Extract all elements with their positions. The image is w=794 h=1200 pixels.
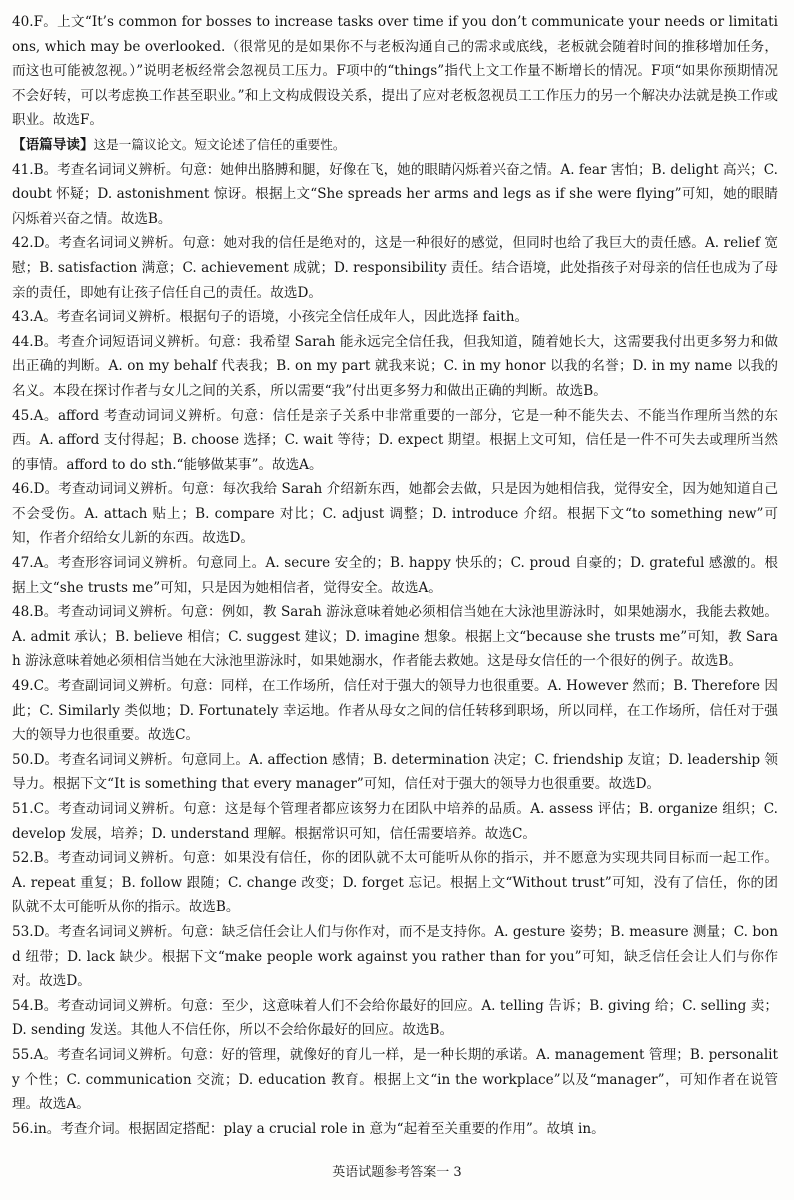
reading-guide: [12, 133, 778, 158]
answer-item-45: 45.A。afford 考查动词词义辨析。句意：信任是亲子关系中非常重要的一部分，它是一种不能失去、不能当作理所当然的东西。A. afford 支付得起；B. choose 选择；C. wait 等待；D. expect 期望。根据上文可知，信任是一件不可失去或理所当然的事情。afford to do sth.“能够做某事”。故选A。: [12, 407, 778, 473]
answer-item-43: 43.A。考查名词词义辨析。根据句子的语境，小孩完全信任成年人，因此选择 faith。: [12, 309, 529, 326]
answer-item-56: 56.in。考查介词。根据固定搭配：play a crucial role in 意为“起着至关重要的作用”。故填 in。: [12, 1120, 605, 1137]
answer-item-41: 41.B。考查名词词义辨析。句意：她伸出胳膊和腿，好像在飞，她的眼睛闪烁着兴奋之情。A. fear 害怕；B. delight 高兴；C. doubt 怀疑；D. astonishment 惊讶。根据上文“She spreads her arms and legs as if she were flying”可知，她的眼睛闪烁着兴奋之情。故选B。: [12, 161, 778, 227]
answer-item-46: 46.D。考查动词词义辨析。句意：每次我给 Sarah 介绍新东西，她都会去做，只是因为她相信我，觉得安全，因为她知道自己不会受伤。A. attach 贴上；B. compare 对比；C. adjust 调整；D. introduce 介绍。根据下文“to something new”可知，作者介绍给女儿新的东西。故选D。: [12, 481, 778, 547]
answer-item-53: 53.D。考查名词词义辨析。句意：缺乏信任会让人们与你作对，而不是支持你。A. gesture 姿势；B. measure 测量；C. bond 纽带；D. lack 缺少。根据下文“make people work against you rather than for you”可知，缺乏信任会让人们与你作对。故选D。: [12, 923, 778, 990]
answer-item-48: 48.B。考查动词词义辨析。句意：例如，教 Sarah 游泳意味着她必须相信当她在大泳池里游泳时，如果她溺水，我能去救她。A. admit 承认；B. believe 相信；C. suggest 建议；D. imagine 想象。根据上文“because she trusts me”可知，教 Sarah 游泳意味着她必须相信当她在大泳池里游泳时，如果她溺水，作者能去救她。这是母女信任的一个很好的例子。故选B。: [12, 604, 778, 670]
answer-item-47: 47.A。考查形容词词义辨析。句意同上。A. secure 安全的；B. happy 快乐的；C. proud 自豪的；D. grateful 感激的。根据上文“she trusts me”可知，只是因为她相信者，觉得安全。故选A。: [12, 555, 778, 596]
answer-item-55: 55.A。考查名词词义辨析。句意：好的管理，就像好的育儿一样，是一种长期的承诺。A. management 管理；B. personality 个性；C. communication 交流；D. education 教育。根据上文“in the workplace”以及“manager”，可知作者在说管理。故选A。: [12, 1046, 778, 1113]
answer-item-40: 40.F。上文“It’s common for bosses to increase tasks over time if you don’t communicate your needs or limitations, which may be overlooked.（很常见的是如果你不与老板沟通自己的需求或底线，老板就会随着时间的推移增加任务，而这也可能被忽视。）”说明老板经常会忽视员工压力。F项中的“things”指代上文工作量不断增长的情况。F项“如果你预期情况不会好转，可以考虑换工作甚至职业。”和上文构成假设关系，提出了应对老板忽视员工工作压力的另一个解决办法就是换工作或职业。故选F。: [12, 14, 778, 129]
answer-item-49: 49.C。考查副词词义辨析。句意：同样，在工作场所，信任对于强大的领导力也很重要。A. However 然而；B. Therefore 因此；C. Similarly 类似地；D. Fortunately 幸运地。作者从母女之间的信任转移到职场，所以同样，在工作场所，信任对于强大的领导力也很重要。故选C。: [12, 678, 778, 744]
answer-entries-top: [12, 10, 778, 133]
page-footer: 英语试题参考答案一 3: [332, 1165, 462, 1180]
reading-guide-text: 这是一篇议论文。短文论述了信任的重要性。: [93, 136, 346, 152]
answer-item-50: 50.D。考查名词词义辨析。句意同上。A. affection 感情；B. determination 决定；C. friendship 友谊；D. leadership 领导力。根据下文“It is something that every manager”可知，信任对于强大的领导力也很重要。故选D。: [12, 751, 778, 793]
answer-entries: [12, 158, 778, 1142]
answer-item-54: 54.B。考查动词词义辨析。句意：至少，这意味着人们不会给你最好的回应。A. telling 告诉；B. giving 给；C. selling 卖；D. sending 发送。其他人不信任你，所以不会给你最好的回应。故选B。: [12, 997, 778, 1039]
answer-item-44: 44.B。考查介词短语词义辨析。句意：我希望 Sarah 能永远完全信任我，但我知道，随着她长大，这需要我付出更多努力和做出正确的判断。A. on my behalf 代表我；B. on my part 就我来说；C. in my honor 以我的名誉；D. in my name 以我的名义。本段在探讨作者与女儿之间的关系，所以需要“我”付出更多努力和做出正确的判断。故选B。: [12, 333, 778, 399]
answer-item-52: 52.B。考查动词词义辨析。句意：如果没有信任，你的团队就不太可能听从你的指示，并不愿意为实现共同目标而一起工作。A. repeat 重复；B. follow 跟随；C. change 改变；D. forget 忘记。根据上文“Without trust”可知，没有了信任，你的团队就不太可能听从你的指示。故选B。: [12, 850, 778, 916]
answer-item-51: 51.C。考查动词词义辨析。句意：这是每个管理者都应该努力在团队中培养的品质。A. assess 评估；B. organize 组织；C. develop 发展，培养；D. understand 理解。根据常识可知，信任需要培养。故选C。: [12, 801, 778, 842]
answer-item-42: 42.D。考查名词词义辨析。句意：她对我的信任是绝对的，这是一种很好的感觉，但同时也给了我巨大的责任感。A. relief 宽慰；B. satisfaction 满意；C. achievement 成就；D. responsibility 责任。结合语境，此处指孩子对母亲的信任也成为了母亲的责任，即她有让孩子信任自己的责任。故选D。: [12, 235, 778, 301]
reading-guide-label: 【语篇导读】: [12, 136, 94, 153]
